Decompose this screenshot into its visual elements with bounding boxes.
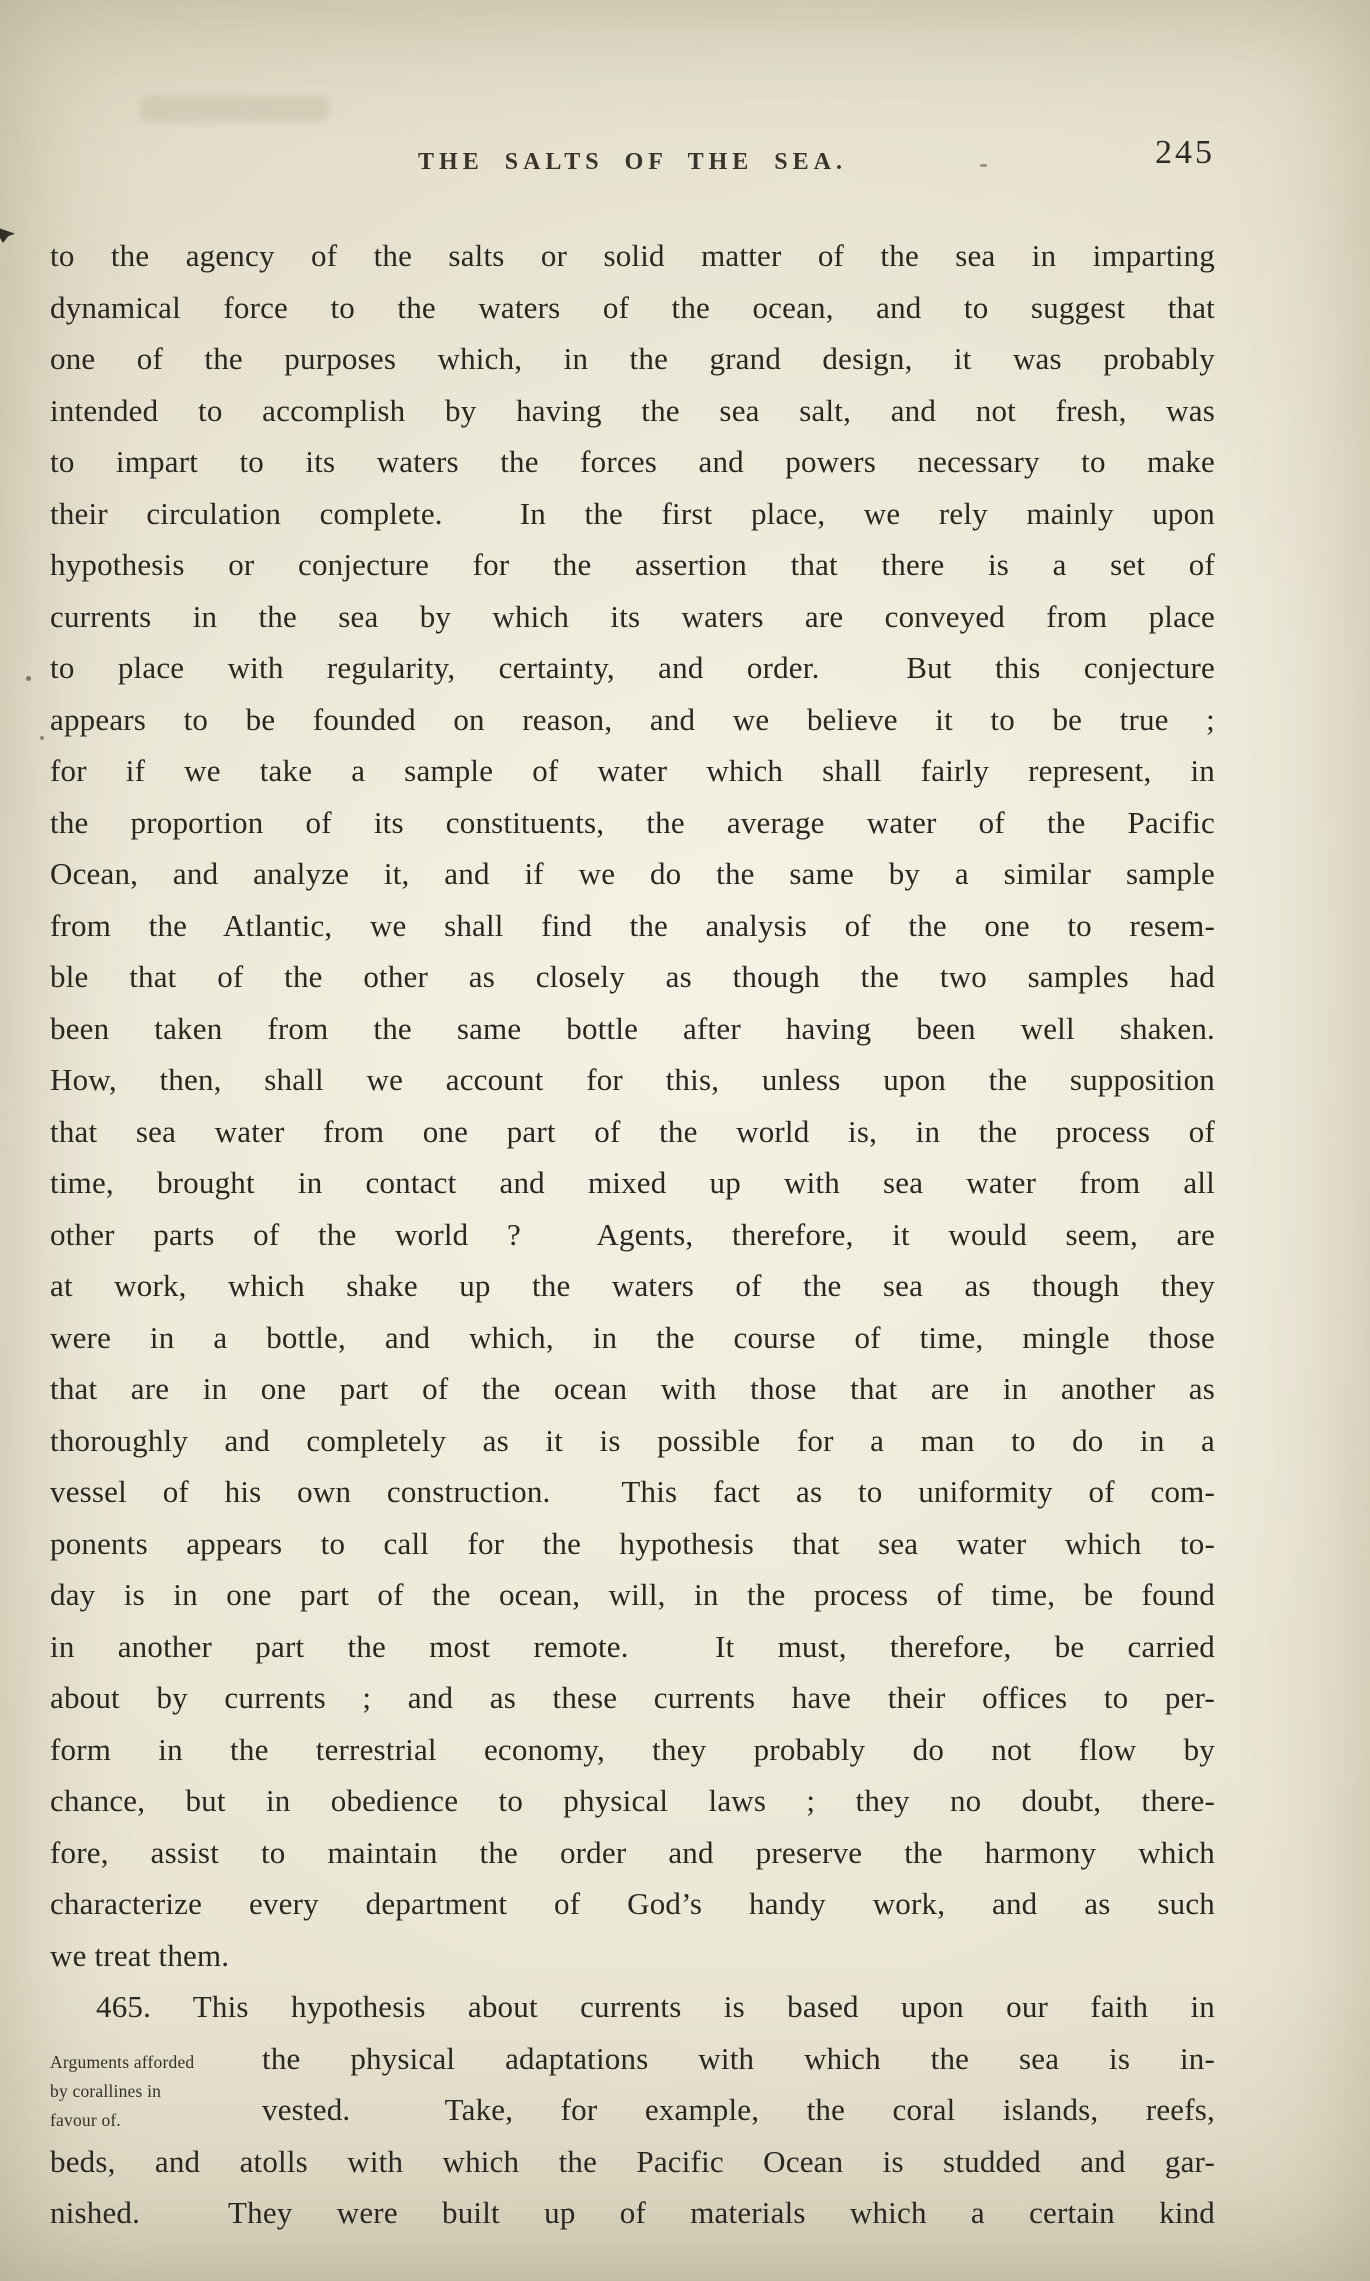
text-line: we treat them. [50, 1937, 230, 1973]
text-line: that are in one part of the ocean with those that are in another as [50, 1371, 1215, 1406]
text-line: hypothesis or conjecture for the assertion that there is a set of [50, 547, 1215, 582]
text-line: thoroughly and completely as it is possible for a man to do in a [50, 1422, 1215, 1458]
text-line: dynamical force to the waters of the ocean, and to suggest that [50, 289, 1215, 325]
text-line: from the Atlantic, we shall find the analysis of the one to resem- [50, 907, 1215, 943]
text-line: at work, which shake up the waters of the sea as though they [50, 1268, 1215, 1303]
paragraph-2-beside-note [262, 2033, 1215, 2136]
text-line: ble that of the other as closely as though the two samples had [50, 959, 1215, 994]
sidenote-row [50, 2033, 1215, 2136]
text-line: about by currents ; and as these currents have their offices to per- [50, 1680, 1215, 1715]
text-line: been taken from the same bottle after having been well shaken. [50, 1010, 1215, 1046]
text-line: favour of. [50, 2109, 122, 2130]
text-line: that sea water from one part of the world is, in the process of [50, 1113, 1215, 1149]
text-line: day is in one part of the ocean, will, in the process of time, be found [50, 1577, 1215, 1612]
text-line: to impart to its waters the forces and powers necessary to make [50, 444, 1215, 479]
text-line: form in the terrestrial economy, they probably do not flow by [50, 1731, 1215, 1767]
text-line: the physical adaptations with which the sea is in- [262, 2040, 1215, 2076]
text-line: chance, but in obedience to physical laws ; they no doubt, there- [50, 1783, 1215, 1818]
text-line: fore, assist to maintain the order and preserve the harmony which [50, 1834, 1215, 1870]
text-line: currents in the sea by which its waters are conveyed from place [50, 598, 1215, 634]
text-line: appears to be founded on reason, and we believe it to be true ; [50, 701, 1215, 737]
text-line: nished. They were built up of materials which a certain kind [50, 2195, 1215, 2230]
page-content [50, 0, 1215, 2239]
body-text [50, 230, 1215, 2239]
text-line: time, brought in contact and mixed up with sea water from all [50, 1165, 1215, 1200]
text-line: vested. Take, for example, the coral islands, reefs, [262, 2092, 1215, 2127]
text-line: for if we take a sample of water which shall fairly represent, in [50, 753, 1215, 788]
page-header [50, 134, 1215, 188]
speck [40, 736, 44, 740]
text-line: beds, and atolls with which the Pacific Ocean is studded and gar- [50, 2143, 1215, 2179]
text-line: by corallines in [50, 2080, 162, 2101]
text-line: one of the purposes which, in the grand design, it was probably [50, 341, 1215, 376]
margin-note [50, 2033, 262, 2136]
paragraph-1 [50, 230, 1215, 1981]
text-line: Arguments afforded [50, 2051, 195, 2072]
paragraph-2 [50, 1981, 1215, 2239]
text-line: How, then, shall we account for this, unless upon the supposition [50, 1062, 1215, 1097]
text-line: vessel of his own construction. This fact as to uniformity of com- [50, 1474, 1215, 1509]
text-line: to place with regularity, certainty, and order. But this conjecture [50, 650, 1215, 685]
ink-mark [0, 226, 15, 243]
text-line: other parts of the world ? Agents, therefore, it would seem, are [50, 1216, 1215, 1252]
paragraph-2-continued [50, 2136, 1215, 2239]
text-line: 465. This hypothesis about currents is based upon our faith in [96, 1989, 1215, 2024]
text-line: their circulation complete. In the first place, we rely mainly upon [50, 495, 1215, 531]
stray-dot [980, 164, 987, 167]
text-line: Ocean, and analyze it, and if we do the same by a similar sample [50, 856, 1215, 891]
text-line: characterize every department of God’s handy work, and as such [50, 1886, 1215, 1921]
text-line: the proportion of its constituents, the average water of the Pacific [50, 804, 1215, 840]
text-line: to the agency of the salts or solid matter of the sea in imparting [50, 238, 1215, 273]
running-title: THE SALTS OF THE SEA. [418, 149, 847, 175]
page-number: 245 [1155, 134, 1215, 171]
text-line: intended to accomplish by having the sea salt, and not fresh, was [50, 392, 1215, 428]
text-line: ponents appears to call for the hypothesis that sea water which to- [50, 1525, 1215, 1561]
text-line: were in a bottle, and which, in the course of time, mingle those [50, 1319, 1215, 1355]
text-line: in another part the most remote. It must, therefore, be carried [50, 1628, 1215, 1664]
speck [26, 676, 31, 681]
